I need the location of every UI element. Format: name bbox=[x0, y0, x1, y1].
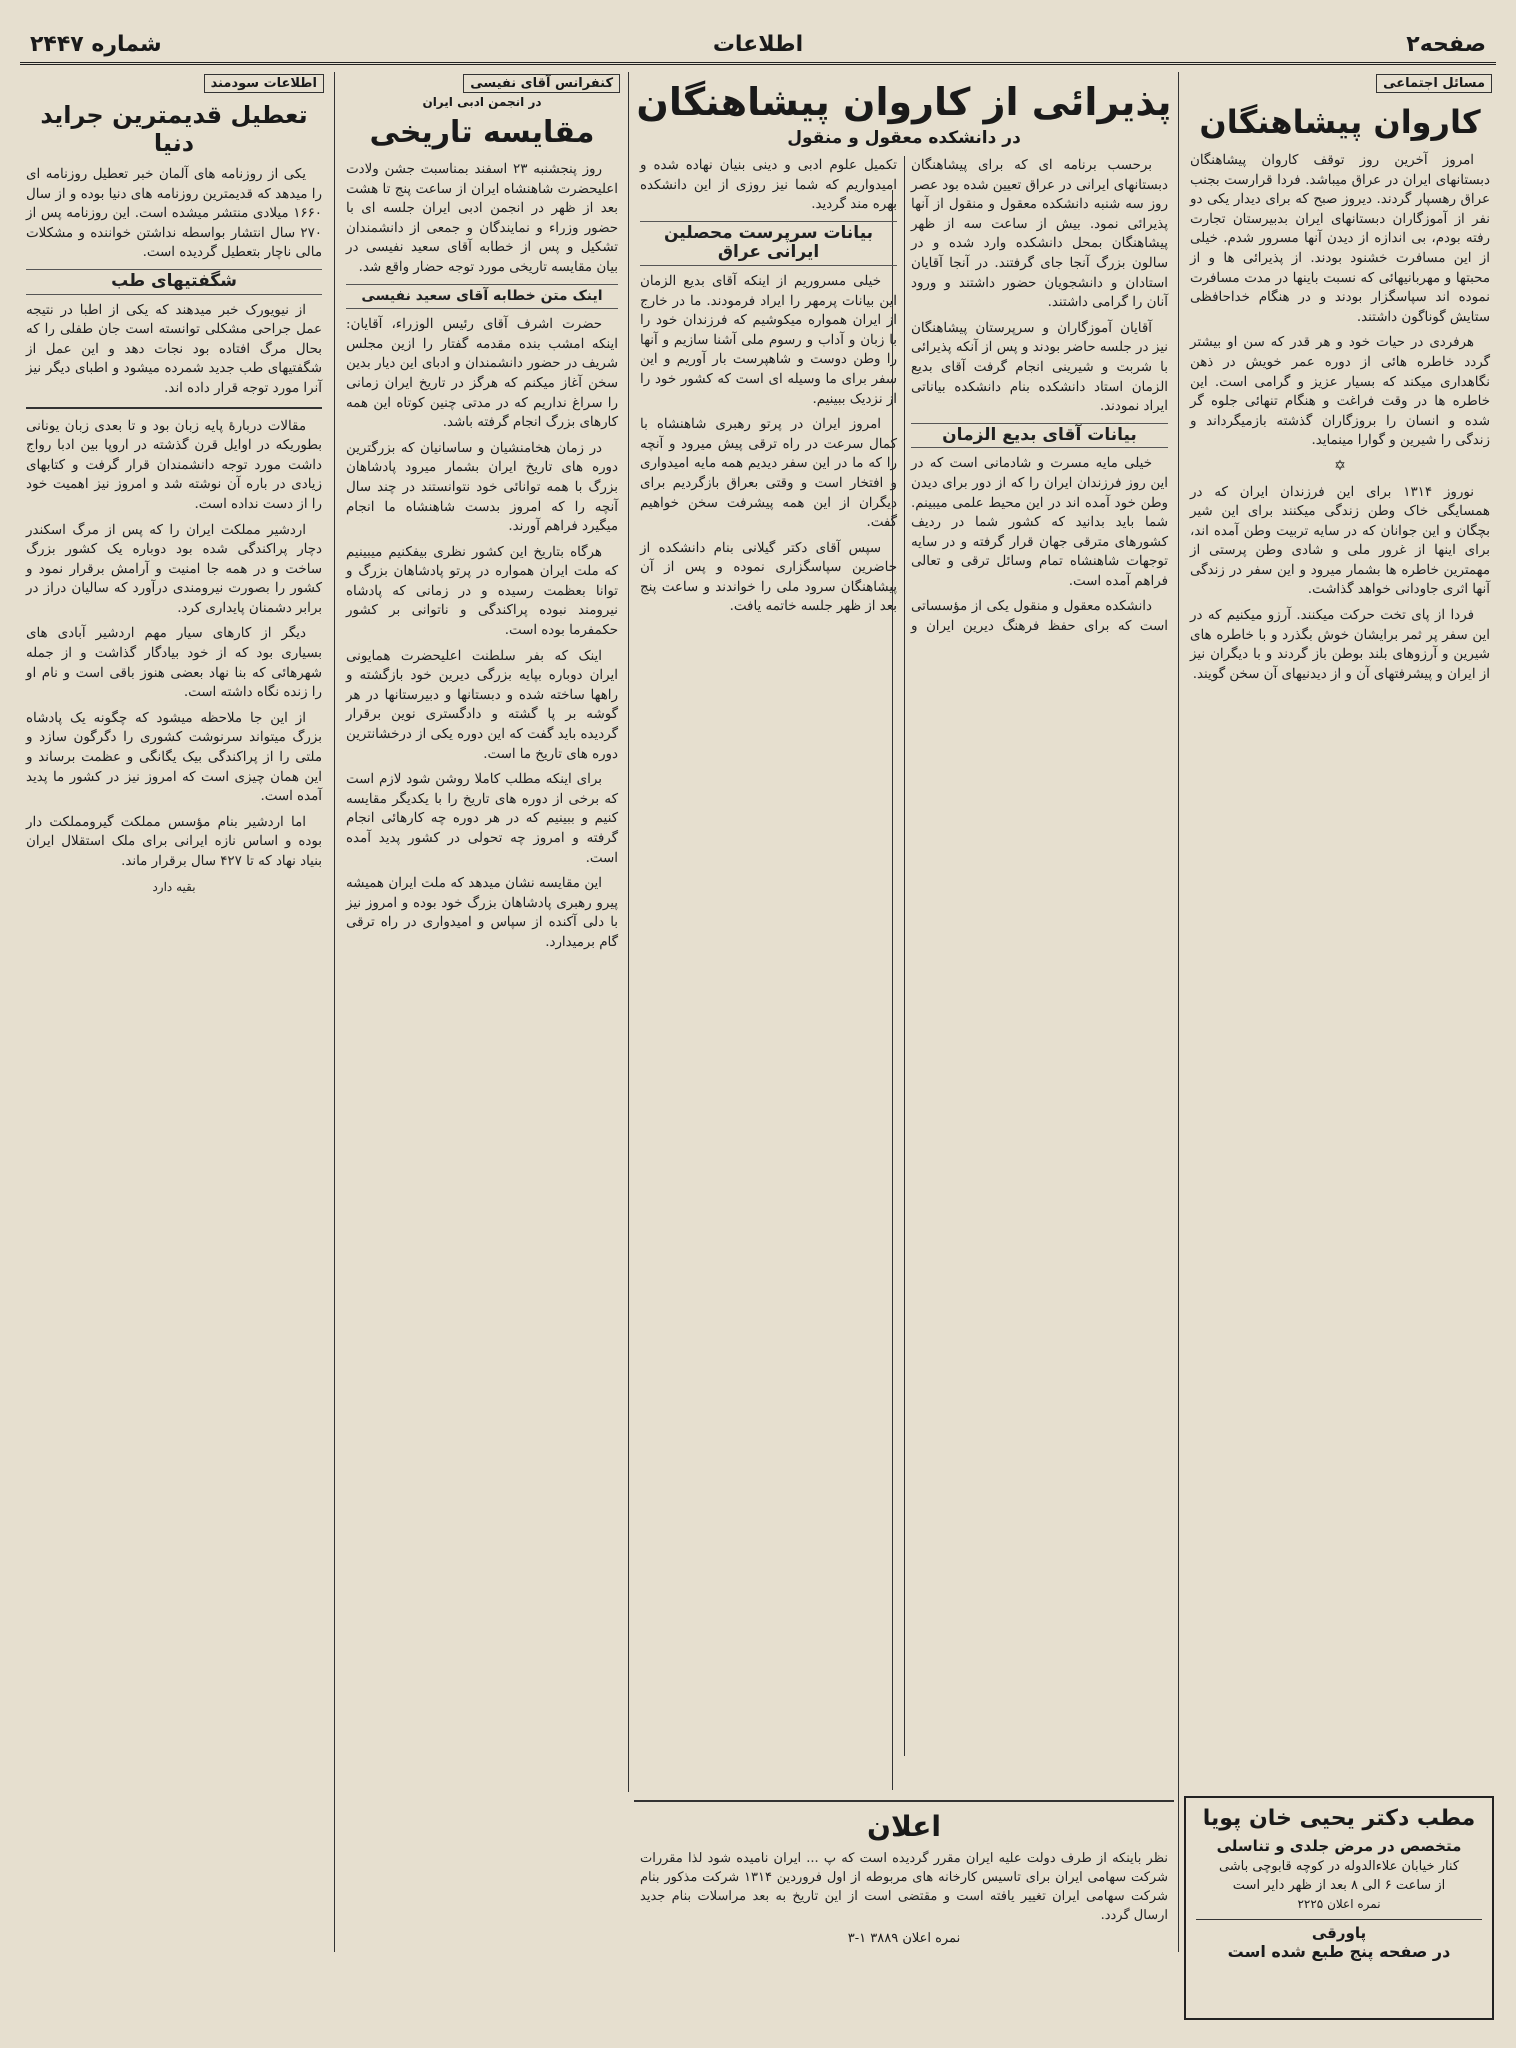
paragraph: اینک که بفر سلطنت اعلیحضرت همایونی ایران دوباره بپایه بزرگی دیرین خود بازگشته و راهها ساخته شده و دبستانها و دبیرستانها در هر گوشه بر پا گشته و دادگستری نوین برقرار گردیده باید گفت که این دوره یکی از درخشانترین دوره های تاریخ ما است. bbox=[346, 648, 618, 762]
column-rule bbox=[1178, 72, 1179, 1952]
paragraph: از این جا ملاحظه میشود که چگونه یک پادشاه بزرگ میتواند سرنوشت کشوری را دگرگون سازد و ملتی را از پراکندگی بیک یگانگی و عظمت برساند و این همان چیزی است که امروز نیز در کشور ما پدید آمده است. bbox=[26, 710, 322, 805]
paragraph: مقالات دربارهٔ پایه زبان بود و تا بعدی زبان یونانی بطوریکه در اوایل قرن گذشته در اروپا بین ادبا رواج داشت مورد توجه دانشمندان قرار گرفت و کتابهای زیادی در باره آن نوشته شد و امروز نیز اهمیت خود را از دست نداده است. bbox=[26, 418, 322, 512]
ad-divider bbox=[1196, 1919, 1482, 1920]
serial-note: در صفحه پنج طبع شده است bbox=[1227, 1942, 1451, 1961]
column-rule bbox=[334, 72, 335, 1952]
notice-text: نظر باینکه از طرف دولت علیه ایران مقرر گردیده است که پ ... ایران نامیده شود لذا مقررات شرکت سهامی ایران برای تاسیس کارخانه های مربوطه از اول فروردین ۱۳۱۴ شرکت مذکور بنام شرکت سهامی ایران تغییر یافته است و مقتضی است از این تاریخ به بعد مراسلات بنام جدید ارسال گردد. bbox=[640, 1851, 1168, 1923]
article-title: تعطیل قدیمترین جراید دنیا bbox=[40, 101, 308, 157]
article-body bbox=[1184, 151, 1496, 684]
article-body bbox=[340, 160, 624, 953]
notice-number: نمره اعلان ۳۸۸۹ ۱-۳ bbox=[847, 1931, 961, 1946]
paragraph: در زمان هخامنشیان و ساسانیان که بزرگترین دوره های تاریخ ایران بشمار میرود پادشاهان بزرگ با همه توانائی خود نتوانستند در چند سال آنچه را که امروز بدست شاهنشاه ما انجام میگیرد فراهم آورند. bbox=[346, 440, 618, 535]
paragraph: امروز آخرین روز توقف کاروان پیشاهنگان دبستانهای ایران در عراق میباشد. فردا قرارست بجنب عراق رهسپار گردند. دیروز صبح که برای دیدار یکی دو نفر از آموزگاران دبستانهای ایران بدبیرستان تجارت رفته بودم، بی اندازه از دیدن آنها مسرور شدم. خیلی از این مسافرت خشنود بودند. از پذیرائی ها و از محبتها و مهربانیهائی که نسبت باینها در مدت مسافرت نموده اند سپاسگزار بودند و در هنگام خداحافظی ستایش گوناگون داشتند. bbox=[1190, 153, 1490, 325]
ad-number: نمره اعلان ۲۲۲۵ bbox=[1297, 1897, 1381, 1911]
paragraph: یکی از روزنامه های آلمان خبر تعطیل روزنامه ای را میدهد که قدیمترین روزنامه های دنیا بوده و از سال ۱۶۶۰ میلادی منتشر میشده است. این روزنامه پس از ۲۷۰ سال انتشار بواسطه نداشتن خواننده و مشکلات مالی ناچار بتعطیل گردیده است. bbox=[26, 167, 322, 261]
ad-line: متخصص در مرض جلدی و تناسلی bbox=[1216, 1837, 1462, 1855]
article-title: پذیرائی از کاروان پیشاهنگان bbox=[636, 80, 1172, 124]
paragraph: امروز ایران در پرتو رهبری شاهنشاه با کمال سرعت در راه ترقی پیش میرود و آنچه را که ما در این سفر دیدیم همه مایه امیدواری و افتخار است و وقتی بعراق بازگردیم برای دیگران از این همه پیشرفت سخن خواهیم گفت. bbox=[640, 417, 897, 531]
paragraph: دیگر از کارهای سیار مهم اردشیر آبادی های بسیاری بود که از خود بیادگار گذاشت و از جمله شهرهائی که بنا نهاد بعضی هنوز باقی است و نام او را زنده نگاه داشته است. bbox=[26, 626, 322, 701]
paragraph: برحسب برنامه ای که برای پیشاهنگان دبستانهای ایرانی در عراق تعیین شده بود عصر روز سه شنبه دانشکده معقول و منقول از آنها پذیرائی نمود. بیش از ساعت سه از ظهر پیشاهنگان بمحل دانشکده وارد شده و در سالون بزرگ آنجا جای گرفتند. در آنجا آقایان استادان و دانشجویان حضور داشتند و ورود آنان را گرامی داشتند. bbox=[911, 158, 1168, 311]
ad-title: مطب دکتر یحیی خان پویا bbox=[1202, 1806, 1476, 1831]
page-number: صفحه۲ bbox=[1406, 32, 1486, 57]
article-subtitle: در دانشکده معقول و منقول bbox=[787, 128, 1021, 148]
masthead bbox=[20, 28, 1496, 65]
paragraph: هرفردی در حیات خود و هر قدر که سن او بیشتر گردد خاطره هائی از دوره عمر خویش در ذهن نگاهداری میکند که بسیار عزیز و گرامی است. این خاطره ها در وقت فراغت و هنگام تنهائی جلوه گر شده و انسان را بروزگاران گذشته بازمیگرداند و زندگی را شیرین و گوارا مینماید. bbox=[1190, 335, 1490, 449]
section-divider bbox=[26, 407, 322, 409]
issue-number: شماره ۲۴۴۷ bbox=[30, 32, 162, 57]
paragraph: خیلی مایه مسرت و شادمانی است که در این روز فرزندان ایران را که از دور برای دیدن وطن خود آمده اند در این محیط علمی میبینم. شما باید بدانید که کشور شما در ردیف کشورهای مترقی جهان قرار گرفته و در سایه توجهات شاهنشاه تمام وسائل ترقی و تعالی فراهم آمده است. bbox=[911, 456, 1168, 589]
article-historical-comparison bbox=[340, 72, 624, 1952]
paragraph: نوروز ۱۳۱۴ برای این فرزندان ایران که در همسایگی خاک وطن زندگی میکنند برای این شیر بچگان و این جوانان که در سایه تربیت وطن آمده اند، برای اینها از غرور ملی و شادی وطن پرستی از مهمترین خاطره ها بشمار میرود و این سفر در زندگی آنها اثری جاودانی خواهد گذاشت. bbox=[1190, 484, 1490, 598]
paragraph: حضرت اشرف آقای رئیس الوزراء، آقایان: اینکه امشب بنده مقدمه گفتار را ازین مجلس شریف در حضور دانشمندان و ادبای این دیار بدین سخن آغاز میکنم که هرگز در تاریخ ایران زمانی را سراغ نداریم که در مدتی چنین کوتاه این همه کارهای بزرگ انجام گرفته باشد. bbox=[346, 317, 618, 431]
notice-title: اعلان bbox=[867, 1810, 941, 1843]
paragraph: آقایان آموزگاران و سرپرستان پیشاهنگان نیز در جلسه حاضر بودند و پس از آنکه پذیرائی با شربت و شیرینی انجام گرفت آقای بدیع الزمان استاد دانشکده بنام دانشکده بیاناتی ایراد نمودند. bbox=[911, 320, 1168, 415]
section-kicker: اطلاعات سودمند bbox=[204, 74, 324, 93]
article-body bbox=[20, 165, 328, 897]
doctor-advertisement bbox=[1184, 1796, 1494, 2020]
paragraph: این مقایسه نشان میدهد که ملت ایران همیشه پیرو رهبری پادشاهان بزرگ خود بوده و امروز نیز با دلی آکنده از سپاس و امیدواری در راه ترقی گام برمیدارد. bbox=[346, 876, 618, 950]
subheading: اینک متن خطابه آقای سعید نفیسی bbox=[346, 284, 618, 310]
ad-line: کنار خیابان علاءالدوله در کوچه قابوچی باشی bbox=[1218, 1859, 1460, 1874]
subheading: بیانات آقای بدیع الزمان bbox=[911, 423, 1168, 449]
paragraph: اما اردشیر بنام مؤسس مملکت گیرومملکت دار بوده و اساس نازه ایرانی برای ملک استقلال ایران بنیاد نهاد که تا ۴۲۷ سال برقرار ماند. bbox=[26, 814, 322, 869]
continued-note: بقیه دارد bbox=[152, 879, 196, 894]
ad-line: از ساعت ۶ الی ۸ بعد از ظهر دایر است bbox=[1232, 1878, 1446, 1893]
section-kicker: کنفرانس آقای نفیسی bbox=[463, 74, 620, 93]
paragraph: اردشیر مملکت ایران را که پس از مرگ اسکندر دچار پراکندگی شده بود دوباره یک کشور بزرگ ساخت و در همه جا امنیت و آرامش برقرار نمود و کشور را بصورت نیرومندی درآورد که سالیان دراز در برابر دشمنان پایداری کرد. bbox=[26, 522, 322, 616]
paragraph: فردا از پای تخت حرکت میکنند. آرزو میکنیم که در این سفر پر ثمر برایشان خوش بگذرد و با خاطره های شیرین و آرزوهای بلند بوطن باز گردند و با دیگران نیز از ایران و پیشرفتهای آن و از دیدنیهای آن سخن گویند. bbox=[1190, 608, 1490, 682]
paragraph: هرگاه بتاریخ این کشور نظری بیفکنیم میبینیم که ملت ایران همواره در پرتو پادشاهان بزرگ و توانا بعظمت رسیده و در زمانی که پادشاه نیرومند نبوده پراکندگی و ناتوانی بر کشور حکمفرما بوده است. bbox=[346, 544, 618, 639]
section-subkicker: در انجمن ادبی ایران bbox=[422, 95, 542, 109]
article-useful-info bbox=[20, 72, 328, 1952]
paragraph: روز پنجشنبه ۲۳ اسفند بمناسبت جشن ولادت اعلیحضرت شاهنشاه ایران از ساعت پنج تا هشت بعد از ظهر در انجمن ادبی ایران جلسه ای با حضور وزراء و نمایندگان و جمعی از دانشمندان تشکیل و پس از خطابه آقای سعید نفیسی در بیان مقایسه تاریخی مورد توجه حضار واقع شد. bbox=[346, 162, 618, 275]
star-separator: ✡ bbox=[1334, 457, 1346, 474]
paragraph: خیلی مسروریم از اینکه آقای بدیع الزمان این بیانات پرمهر را ایراد فرمودند. ما در خارج از ایران همواره میکوشیم که فرزندان خود را با زبان و آداب و رسوم ملی آشنا سازیم و آنها را وطن دوست و شاهپرست بار آوریم و این سفر برای ما وسیله ای است که کشور خود را از نزدیک ببینیم. bbox=[640, 273, 897, 407]
paragraph: از نیویورک خبر میدهند که یکی از اطبا در نتیجه عمل جراحی مشکلی توانسته است جان طفلی را که بحال مرگ افتاده بود نجات دهد و این عمل از شگفتیهای طب جدید شمرده میشود و اطبای دیگر نیز آنرا مورد توجه قرار داده اند. bbox=[26, 302, 322, 396]
column-rule bbox=[628, 72, 629, 1792]
paper-name: اطلاعات bbox=[712, 32, 804, 57]
article-caravan bbox=[1184, 72, 1496, 1792]
notice-rule bbox=[634, 1800, 1174, 1802]
paragraph: سپس آقای دکتر گیلانی بنام دانشکده از حاضرین سپاسگزاری نموده و پس از آن پیشاهنگان سرود ملی را خواندند و ساعت پنج بعد از ظهر جلسه خاتمه یافت. bbox=[640, 540, 897, 615]
paragraph: برای اینکه مطلب کاملا روشن شود لازم است که برخی از دوره های تاریخ را با یکدیگر مقایسه کنیم و ببینیم که در هر دوره چه کارهائی انجام گرفته و امروز چه تحولی در کشور پدید آمده است. bbox=[346, 772, 618, 866]
notice-box bbox=[634, 1806, 1174, 2006]
subheading: بیانات سرپرست محصلین ایرانی عراق bbox=[640, 221, 897, 266]
section-kicker: مسائل اجتماعی bbox=[1376, 74, 1492, 93]
article-title: کاروان پیشاهنگان bbox=[1199, 103, 1481, 141]
serial-label: پاورقی bbox=[1311, 1924, 1367, 1942]
article-title: مقایسه تاریخی bbox=[369, 115, 595, 150]
article-body bbox=[634, 156, 1174, 1756]
article-reception bbox=[634, 72, 1174, 1792]
subheading: شگفتیهای طب bbox=[26, 269, 322, 295]
paragraph: دانشکده معقول و منقول یکی از مؤسساتی است که برای حفظ فرهنگ دیرین ایران و تکمیل علوم ادبی و دینی بنیان نهاده شده و امیدواریم که شما نیز روزی از این دانشکده بهره مند گردید. bbox=[640, 158, 1168, 635]
